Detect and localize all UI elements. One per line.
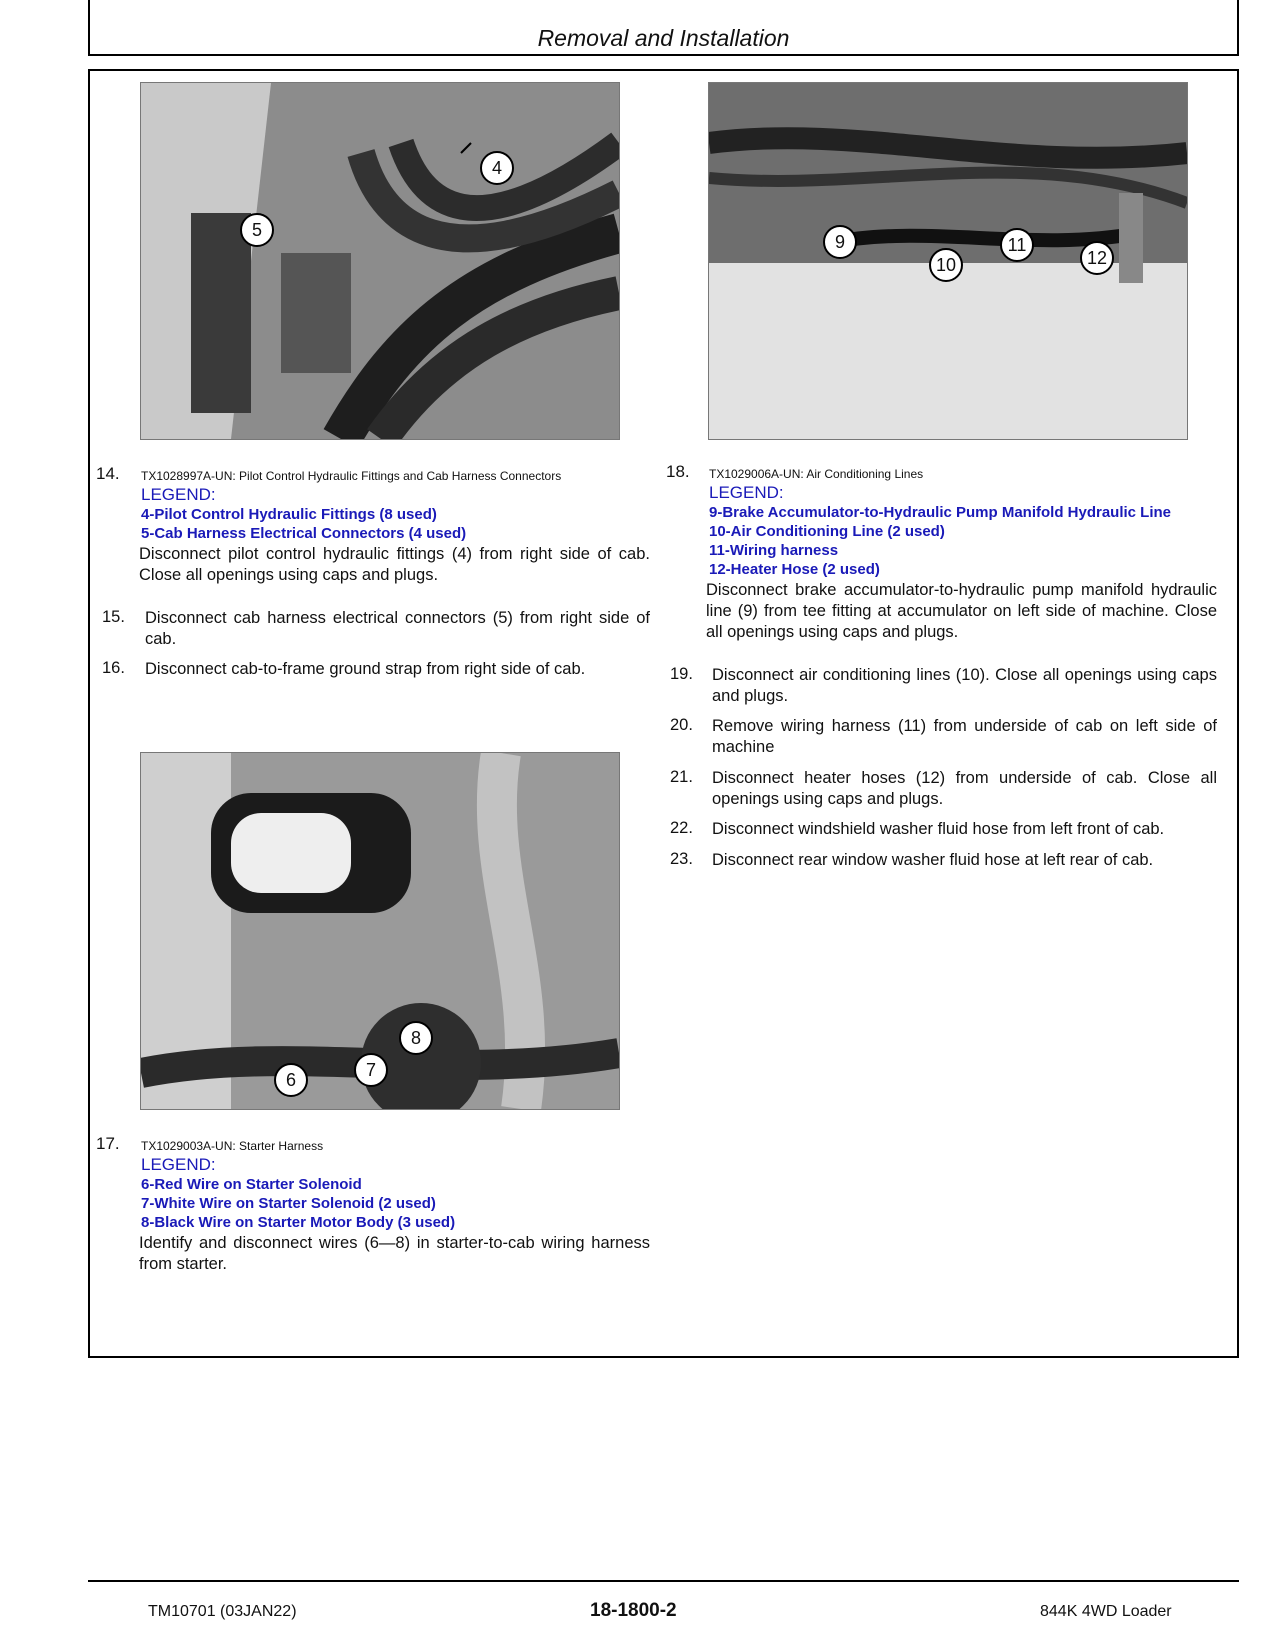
step-number: 21.	[670, 768, 693, 786]
callout-9: 9	[823, 225, 857, 259]
fig1-legend-item: 4-Pilot Control Hydraulic Fittings (8 used)	[141, 506, 437, 523]
fig1-legend-title: LEGEND:	[141, 485, 216, 504]
fig2-legend-item: 10-Air Conditioning Line (2 used)	[709, 523, 945, 540]
callout-5: 5	[240, 213, 274, 247]
callout-11: 11	[1000, 228, 1034, 262]
paragraph-step-14: Disconnect pilot control hydraulic fittings (4) from right side of cab. Close all openings using caps and plugs.	[139, 545, 650, 584]
step-number: 19.	[670, 665, 693, 683]
fig2-caption: TX1029006A-UN: Air Conditioning Lines	[709, 467, 924, 481]
callout-8: 8	[399, 1021, 433, 1055]
footer-model: 844K 4WD Loader	[1040, 1603, 1172, 1620]
fig1-legend-item: 5-Cab Harness Electrical Connectors (4 used)	[141, 525, 467, 542]
footer-document-id: TM10701 (03JAN22)	[148, 1603, 297, 1620]
fig2-number: 18.	[666, 462, 690, 481]
fig1-number: 14.	[96, 464, 120, 483]
footer-rule	[88, 1580, 1239, 1582]
hoses-drawing	[141, 83, 619, 439]
callout-12: 12	[1080, 241, 1114, 275]
step-text: Remove wiring harness (11) from underside of cab on left side of machine	[712, 717, 1217, 756]
paragraph-step-17: Identify and disconnect wires (6—8) in starter-to-cab wiring harness from starter.	[139, 1234, 650, 1273]
fig2-legend-item: 12-Heater Hose (2 used)	[709, 561, 880, 578]
step-text: Disconnect cab harness electrical connectors (5) from right side of cab.	[145, 609, 650, 648]
step-number: 23.	[670, 850, 693, 868]
step-text: Disconnect windshield washer fluid hose from left front of cab.	[712, 820, 1165, 838]
paragraph-step-18: Disconnect brake accumulator-to-hydraulic pump manifold hydraulic line (9) from tee fitting at accumulator on left side of machine. Close all openings using caps and plugs.	[706, 581, 1217, 641]
callout-7: 7	[354, 1053, 388, 1087]
footer-page-number: 18-1800-2	[590, 1600, 677, 1621]
fig3-legend-item: 7-White Wire on Starter Solenoid (2 used)	[141, 1195, 436, 1212]
step-text: Disconnect heater hoses (12) from underside of cab. Close all openings using caps and plugs.	[712, 769, 1217, 808]
fig3-legend-item: 8-Black Wire on Starter Motor Body (3 used)	[141, 1214, 456, 1231]
fig3-number: 17.	[96, 1134, 120, 1153]
fig2-legend-title: LEGEND:	[709, 483, 784, 502]
callout-6: 6	[274, 1063, 308, 1097]
fig2-legend-item: 9-Brake Accumulator-to-Hydraulic Pump Manifold Hydraulic Line	[709, 504, 1172, 521]
figure-photo-ac-lines	[708, 82, 1188, 440]
step-number: 22.	[670, 819, 693, 837]
step-text: Disconnect rear window washer fluid hose at left rear of cab.	[712, 851, 1154, 869]
step-number: 16.	[102, 659, 125, 677]
callout-4: 4	[480, 151, 514, 185]
callout-10: 10	[929, 248, 963, 282]
fig3-legend-title: LEGEND:	[141, 1155, 216, 1174]
fig3-caption: TX1029003A-UN: Starter Harness	[141, 1139, 324, 1153]
figure-photo-starter	[140, 752, 620, 1110]
fig1-caption: TX1028997A-UN: Pilot Control Hydraulic Fittings and Cab Harness Connectors	[141, 469, 562, 483]
step-text: Disconnect cab-to-frame ground strap from right side of cab.	[145, 660, 586, 678]
step-number: 20.	[670, 716, 693, 734]
page-title: Removal and Installation	[537, 25, 790, 51]
page-header	[88, 0, 1239, 56]
step-number: 15.	[102, 608, 125, 626]
fig2-legend-item: 11-Wiring harness	[709, 542, 839, 559]
fig3-legend-item: 6-Red Wire on Starter Solenoid	[141, 1176, 362, 1193]
step-text: Disconnect air conditioning lines (10). Close all openings using caps and plugs.	[712, 666, 1217, 705]
figure-photo-pilot-control	[140, 82, 620, 440]
